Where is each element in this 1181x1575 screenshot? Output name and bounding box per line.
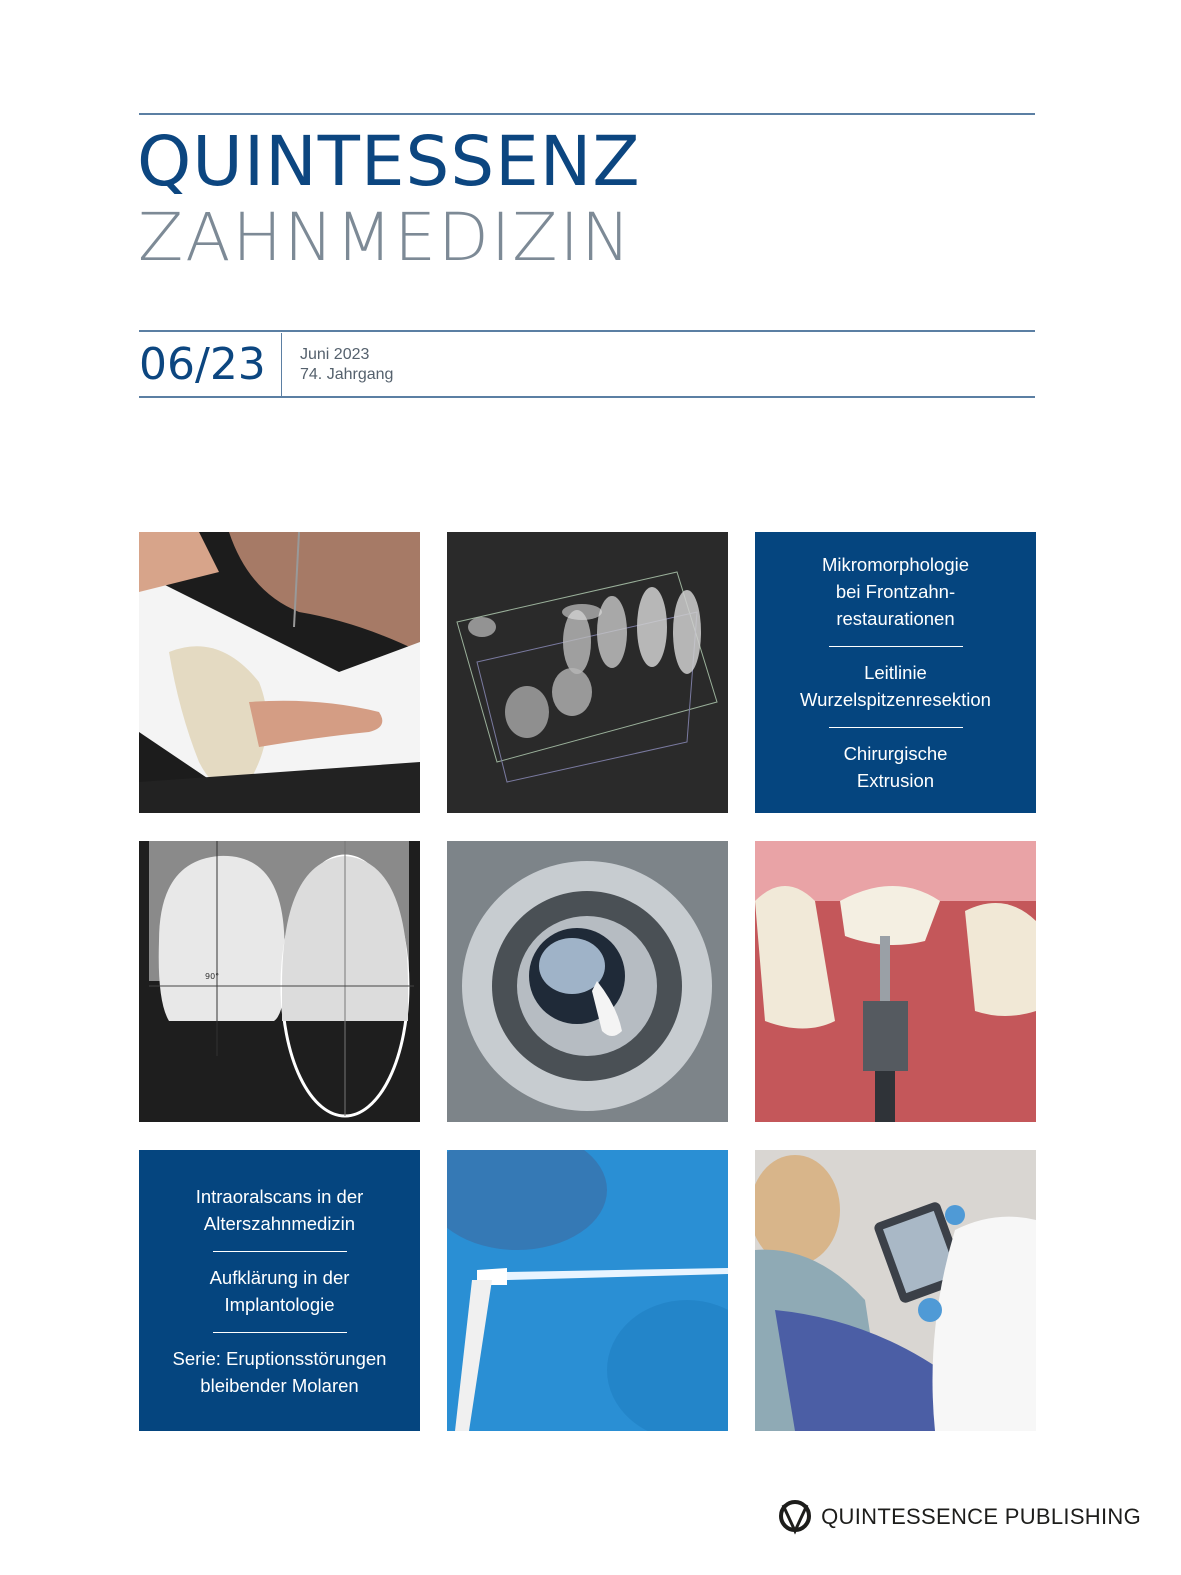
issue-divider — [281, 333, 282, 397]
topic-eruptionsstoerungen: Serie: Eruptionsstörungen bleibender Molaren — [172, 1347, 387, 1396]
topic-mikromorphologie: Mikromorphologie bei Frontzahn- restaurationen — [821, 554, 970, 629]
photo-3d-xray-scan — [447, 532, 728, 813]
top-rule — [139, 113, 1035, 115]
photo-instrument-tip — [447, 841, 728, 1122]
issue-date: Juni 2023 — [300, 346, 370, 363]
topic-separator — [213, 1251, 347, 1252]
photo-tooth-outline-diagram — [139, 841, 420, 1122]
issue-number: 06/23 — [139, 339, 266, 390]
publisher-logo — [775, 1497, 1141, 1537]
topic-aufklaerung: Aufklärung in der Implantologie — [209, 1266, 350, 1315]
topic-leitlinie: Leitlinie Wurzelspitzenresektion — [800, 662, 991, 710]
photo-patient-hand — [139, 532, 420, 813]
topic-separator — [213, 1332, 347, 1333]
topic-chirurgische-extrusion: Chirurgische Extrusion — [843, 743, 948, 791]
topic-separator — [829, 646, 963, 647]
issue-bottom-rule — [139, 396, 1035, 398]
topics-box-1 — [755, 532, 1036, 813]
journal-title: QUINTESSENZ — [137, 122, 641, 202]
topics-box-2 — [139, 1150, 420, 1431]
issue-volume: 74. Jahrgang — [300, 366, 394, 383]
photo-tooth-extrusion — [755, 841, 1036, 1122]
photo-water-spray — [447, 1150, 728, 1431]
publisher-name: QUINTESSENCE PUBLISHING — [821, 1504, 1141, 1529]
quintessence-logo-icon — [775, 1497, 815, 1537]
photo-patient-tablet — [755, 1150, 1036, 1431]
topic-intraoralscans: Intraoralscans in der Alterszahnmedizin — [195, 1185, 364, 1234]
topic-separator — [829, 727, 963, 728]
journal-subtitle: ZAHNMEDIZIN — [138, 199, 633, 276]
angle-label: 90° — [205, 972, 220, 981]
issue-top-rule — [139, 330, 1035, 332]
